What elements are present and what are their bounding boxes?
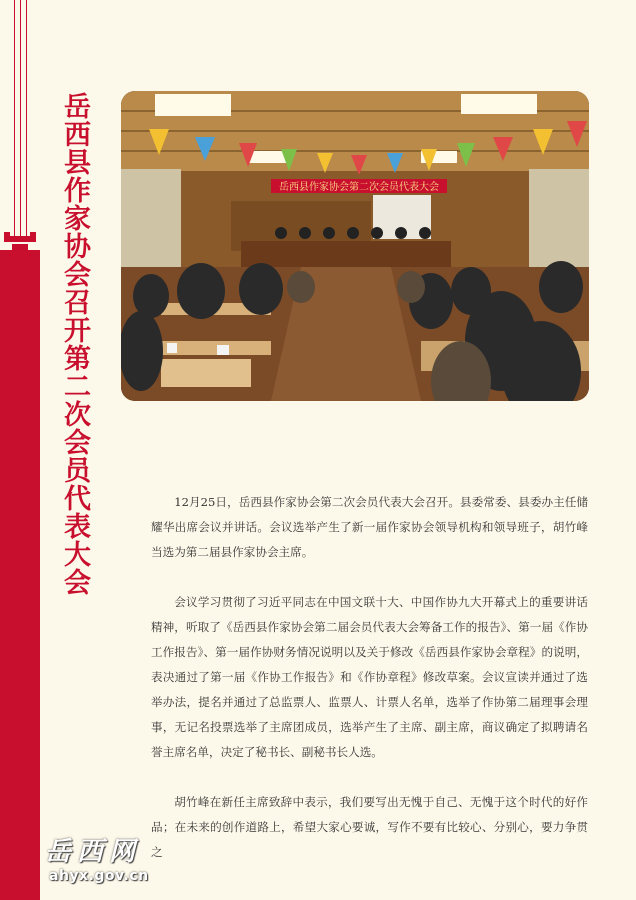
meeting-photo (121, 91, 589, 401)
decor-line (26, 0, 27, 236)
red-side-band (0, 250, 40, 900)
article-body (151, 490, 588, 890)
banner-text: 岳西县作家协会第二次会员代表大会 (279, 182, 439, 193)
site-watermark (45, 836, 149, 884)
watermark-logo: 岳西网 (45, 837, 142, 867)
decor-line (14, 0, 15, 236)
paragraph: 12月25日，岳西县作家协会第二次会员代表大会召开。县委常委、县委办主任储耀华出席会议并讲话。会议选举产生了新一届作家协会领导机构和领导班子，胡竹峰当选为第二届县作家协会主席。 (151, 495, 588, 559)
decor-line (20, 0, 21, 236)
article-title: 岳西县作家协会召开第二次会员代表大会 (59, 92, 90, 596)
watermark-url: ahyx.gov.cn (49, 868, 149, 884)
paragraph: 胡竹峰在新任主席致辞中表示，我们要写出无愧于自己、无愧于这个时代的好作品；在未来的创作道路上，希望大家心要诚，写作不要有比较心、分别心，要力争贯之 (151, 795, 588, 859)
paragraph: 会议学习贯彻了习近平同志在中国文联十大、中国作协九大开幕式上的重要讲话精神，听取了《岳西县作家协会第二届会员代表大会筹备工作的报告》、第一届《作协工作报告》、第一届作协财务情况说明以及关于修改《岳西县作家协会章程》的说明，表决通过了第一届《作协工作报告》和《作协章程》修改草案。会议宣读并通过了选举办法，提名并通过了总监票人、监票人、计票人名单，选举了作协第二届理事会理事，无记名投票选举了主席团成员，选举产生了主席、副主席，商议确定了拟聘请名誉主席名单，决定了秘书长、副秘书长人选。 (151, 595, 588, 759)
